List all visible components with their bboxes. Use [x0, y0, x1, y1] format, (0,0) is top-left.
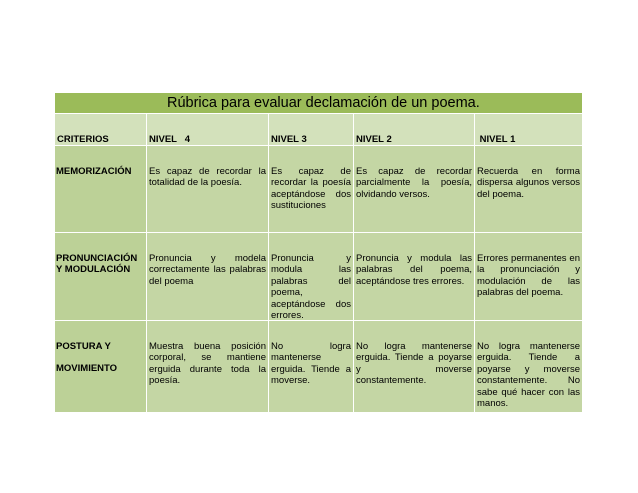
table-title: Rúbrica para evaluar declamación de un poema.: [55, 93, 582, 113]
cell-postura-nivel-1: No logra mantenerse erguida. Tiende a poyarse y moverse constantemente. No sabe qué hacer con las manos.: [477, 341, 580, 410]
criterion-line: MOVIMIENTO: [56, 363, 118, 375]
cell-pronunciacion-nivel-4: Pronuncia y modela correctamente las palabras del poema: [149, 253, 266, 287]
header-nivel-3: NIVEL 3: [271, 134, 307, 145]
cell-pronunciacion-nivel-3: Pronuncia y modula las palabras del poema, aceptándose dos errores.: [271, 253, 351, 322]
criterion-line: Y MODULACIÓN: [56, 264, 131, 276]
criterion-pronunciacion: [55, 253, 146, 276]
header-nivel-1: NIVEL 1: [477, 134, 516, 145]
cell-memorizacion-nivel-1: Recuerda en forma dispersa algunos versos del poema.: [477, 166, 580, 200]
row-divider: [55, 232, 582, 233]
cell-memorizacion-nivel-2: Es capaz de recordar parcialmente la poesía, olvidando versos.: [356, 166, 472, 200]
criteria-column-shade: [55, 233, 146, 320]
cell-postura-nivel-3: No logra mantenerse erguida. Tiende a moverse.: [271, 341, 351, 387]
criterion-line: PRONUNCIACIÓN: [56, 253, 138, 264]
header-nivel-2: NIVEL 2: [356, 134, 392, 145]
criterion-line: MEMORIZACIÓN: [56, 166, 132, 177]
cell-postura-nivel-2: No logra mantenerse erguida. Tiende a poyarse y moverse constantemente.: [356, 341, 472, 387]
criterion-line: POSTURA Y: [56, 341, 111, 352]
cell-pronunciacion-nivel-1: Errores permanentes en la pronunciación y modulación de las palabras del poema.: [477, 253, 580, 299]
criteria-column-shade: [55, 145, 146, 232]
cell-memorizacion-nivel-3: Es capaz de recordar la poesía aceptándose dos sustituciones: [271, 166, 351, 212]
header-criterios: CRITERIOS: [57, 134, 109, 145]
criterion-memorizacion: [55, 166, 146, 177]
cell-memorizacion-nivel-4: Es capaz de recordar la totalidad de la poesía.: [149, 166, 266, 189]
row-divider: [55, 113, 582, 114]
header-nivel-4: NIVEL 4: [149, 134, 191, 145]
cell-postura-nivel-4: Muestra buena posición corporal, se mantiene erguida durante toda la poesía.: [149, 341, 266, 387]
rubric-table: [55, 93, 582, 412]
cell-pronunciacion-nivel-2: Pronuncia y modula las palabras del poema, aceptándose tres errores.: [356, 253, 472, 287]
criterion-postura: [55, 341, 146, 375]
